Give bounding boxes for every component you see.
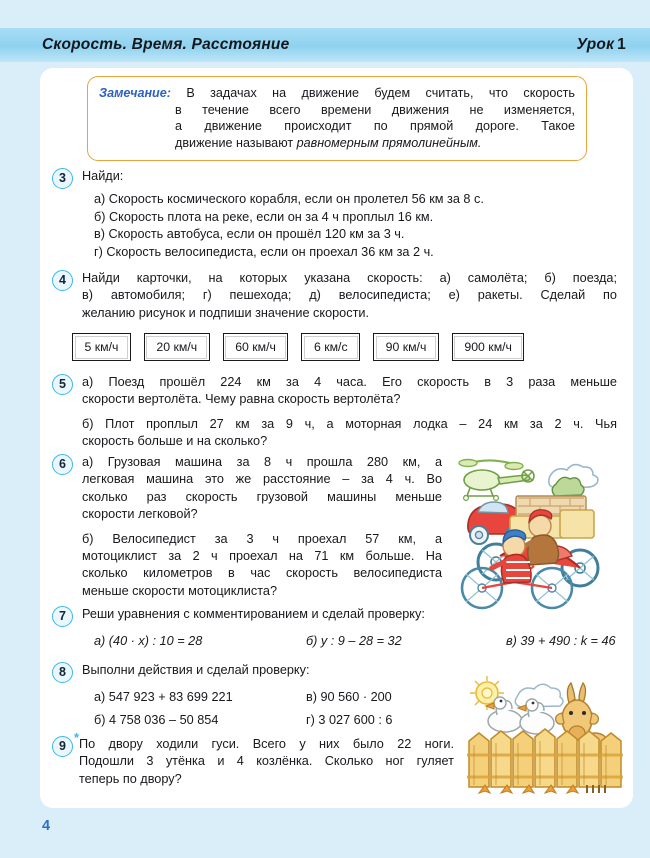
exercise-5-item-a-line-1: а) Поезд прошёл 224 км за 4 часа. Его скорость в 3 раза меньше — [82, 375, 617, 389]
exercise-6-item-b-line-2: мотоциклист за 2 ч проехал на 71 км больше. На — [82, 549, 442, 564]
exercise-4-line-3: желанию рисунок и подпиши значение скорости. — [82, 305, 370, 320]
exercise-4 — [52, 270, 617, 322]
exercise-6-number: 6 — [52, 454, 73, 475]
exercise-6-item-b-line-1: б) Велосипедист за 3 ч проехал 57 км, а — [82, 531, 442, 546]
page-header — [0, 28, 650, 62]
exercise-3-item-g: г) Скорость велосипедиста, если он проехал 36 км за 2 ч. — [94, 244, 434, 259]
notice-line-2: в течение всего времени движения не изменяется, — [175, 102, 575, 117]
speed-card[interactable] — [144, 333, 210, 361]
vehicles-illustration-svg — [452, 450, 622, 610]
speed-card[interactable] — [301, 333, 360, 361]
fence-illustration-svg — [465, 673, 625, 795]
notice-line-1: В задачах на движение будем считать, что скорость — [170, 86, 575, 100]
notice-line-4-row — [99, 135, 575, 152]
exercise-7-equations — [82, 632, 617, 650]
exercise-8-title: Выполни действия и сделай проверку: — [82, 663, 310, 677]
speed-card-label: 20 км/ч — [146, 336, 207, 359]
notice-line-4-emphasis: равномерным прямолинейным. — [296, 135, 482, 150]
notice-paragraph — [99, 85, 575, 102]
notice-line-2-row — [99, 102, 575, 119]
exercise-7-title: Реши уравнения с комментированием и сделай проверку: — [82, 607, 425, 621]
exercise-3-title: Найди: — [82, 169, 124, 183]
exercise-4-line-1: Найди карточки, на которых указана скорость: а) самолёта; б) поезда; — [82, 271, 617, 285]
exercise-4-line-2: в) автомобиля; г) пешехода; д) велосипедиста; е) ракеты. Сделай по — [82, 288, 617, 303]
notice-label: Замечание: — [99, 86, 171, 100]
exercise-3-item-b: б) Скорость плота на реке, если он за 4 ч проплыл 16 км. — [94, 209, 434, 224]
exercise-9-line-2: Подошли 3 утёнка и 4 козлёнка. Сколько ног гуляет — [79, 754, 454, 769]
exercise-9-number-value: 9 — [59, 739, 66, 753]
exercise-9 — [52, 730, 462, 788]
exercise-5-item-b-line-2: скорость больше и на сколько? — [82, 434, 268, 449]
notice-line-4-prefix: движение называют — [175, 135, 297, 150]
exercise-6-item-a-line-1: а) Грузовая машина за 8 ч прошла 280 км, а — [82, 455, 442, 469]
exercise-6 — [52, 454, 452, 600]
exercise-9-number — [52, 730, 79, 757]
exercise-3 — [52, 168, 617, 261]
exercise-6-item-b-line-4: меньше скорости мотоциклиста? — [82, 583, 278, 598]
speed-card[interactable] — [223, 333, 289, 361]
speed-card-label: 90 км/ч — [376, 336, 437, 359]
exercise-8-item-b: б) 4 758 036 – 50 854 — [94, 713, 219, 728]
exercise-7 — [52, 606, 617, 650]
exercise-8-item-g: г) 3 027 600 : 6 — [306, 713, 393, 728]
exercise-5-number: 5 — [52, 374, 73, 395]
exercise-6-item-b-line-3: сколько километров в час скорость велосипедиста — [82, 566, 442, 581]
exercise-4-number: 4 — [52, 270, 73, 291]
exercise-3-number: 3 — [52, 168, 73, 189]
notice-line-3-row — [99, 118, 575, 135]
speed-card-label: 60 км/ч — [225, 336, 286, 359]
exercise-8-row-2 — [82, 711, 482, 729]
exercise-6-item-a-line-4: скорости легковой? — [82, 507, 198, 522]
content-card — [40, 68, 633, 808]
exercise-7-item-a: а) (40 · x) : 10 = 28 — [94, 634, 203, 649]
speed-card[interactable] — [452, 333, 525, 361]
notice-box — [87, 76, 587, 161]
vehicles-illustration — [452, 450, 622, 610]
lesson-word: Урок — [576, 36, 615, 53]
lesson-number: 1 — [617, 36, 626, 53]
fence-geese-goat-illustration — [465, 673, 625, 795]
exercise-3-item-a: а) Скорость космического корабля, если он пролетел 56 км за 8 с. — [94, 192, 484, 207]
exercise-3-item-v: в) Скорость автобуса, если он прошёл 120 км за 3 ч. — [94, 227, 405, 242]
notice-line-3: а движение происходит по прямой дороге. Такое — [175, 119, 575, 134]
exercise-8-item-v: в) 90 560 · 200 — [306, 690, 392, 705]
exercise-5 — [52, 374, 617, 451]
exercise-7-item-b: б) y : 9 – 28 = 32 — [306, 634, 402, 649]
exercise-8 — [52, 662, 482, 729]
lesson-label — [576, 36, 626, 54]
asterisk-icon: * — [73, 730, 79, 745]
exercise-5-item-b-line-1: б) Плот проплыл 27 км за 9 ч, а моторная лодка – 24 км за 2 ч. Чья — [82, 416, 617, 431]
exercise-6-item-a-line-3: сколько раз скорость грузовой машины меньше — [82, 489, 442, 504]
exercise-7-item-v: в) 39 + 490 : k = 46 — [506, 634, 616, 649]
exercise-9-line-3: теперь по двору? — [79, 771, 182, 786]
page-number: 4 — [42, 818, 51, 834]
exercise-6-item-a-line-2: легковая машина это же расстояние – за 4 ч. Во — [82, 472, 442, 487]
exercise-9-line-1: По двору ходили гуси. Всего у них было 22 ноги. — [79, 737, 454, 751]
speed-card-label: 6 км/с — [304, 336, 358, 359]
exercise-5-item-a-line-2: скорости вертолёта. Чему равна скорость вертолёта? — [82, 392, 401, 407]
page-title: Скорость. Время. Расстояние — [42, 36, 290, 53]
speed-card[interactable] — [373, 333, 439, 361]
exercise-8-item-a: а) 547 923 + 83 699 221 — [94, 690, 233, 705]
exercise-8-number: 8 — [52, 662, 73, 683]
speed-card-label: 5 км/ч — [75, 336, 129, 359]
exercise-7-number: 7 — [52, 606, 73, 627]
exercise-8-row-1 — [82, 688, 482, 706]
speed-card[interactable] — [72, 333, 131, 361]
speed-cards-row — [72, 333, 524, 361]
speed-card-label: 900 км/ч — [454, 336, 522, 359]
